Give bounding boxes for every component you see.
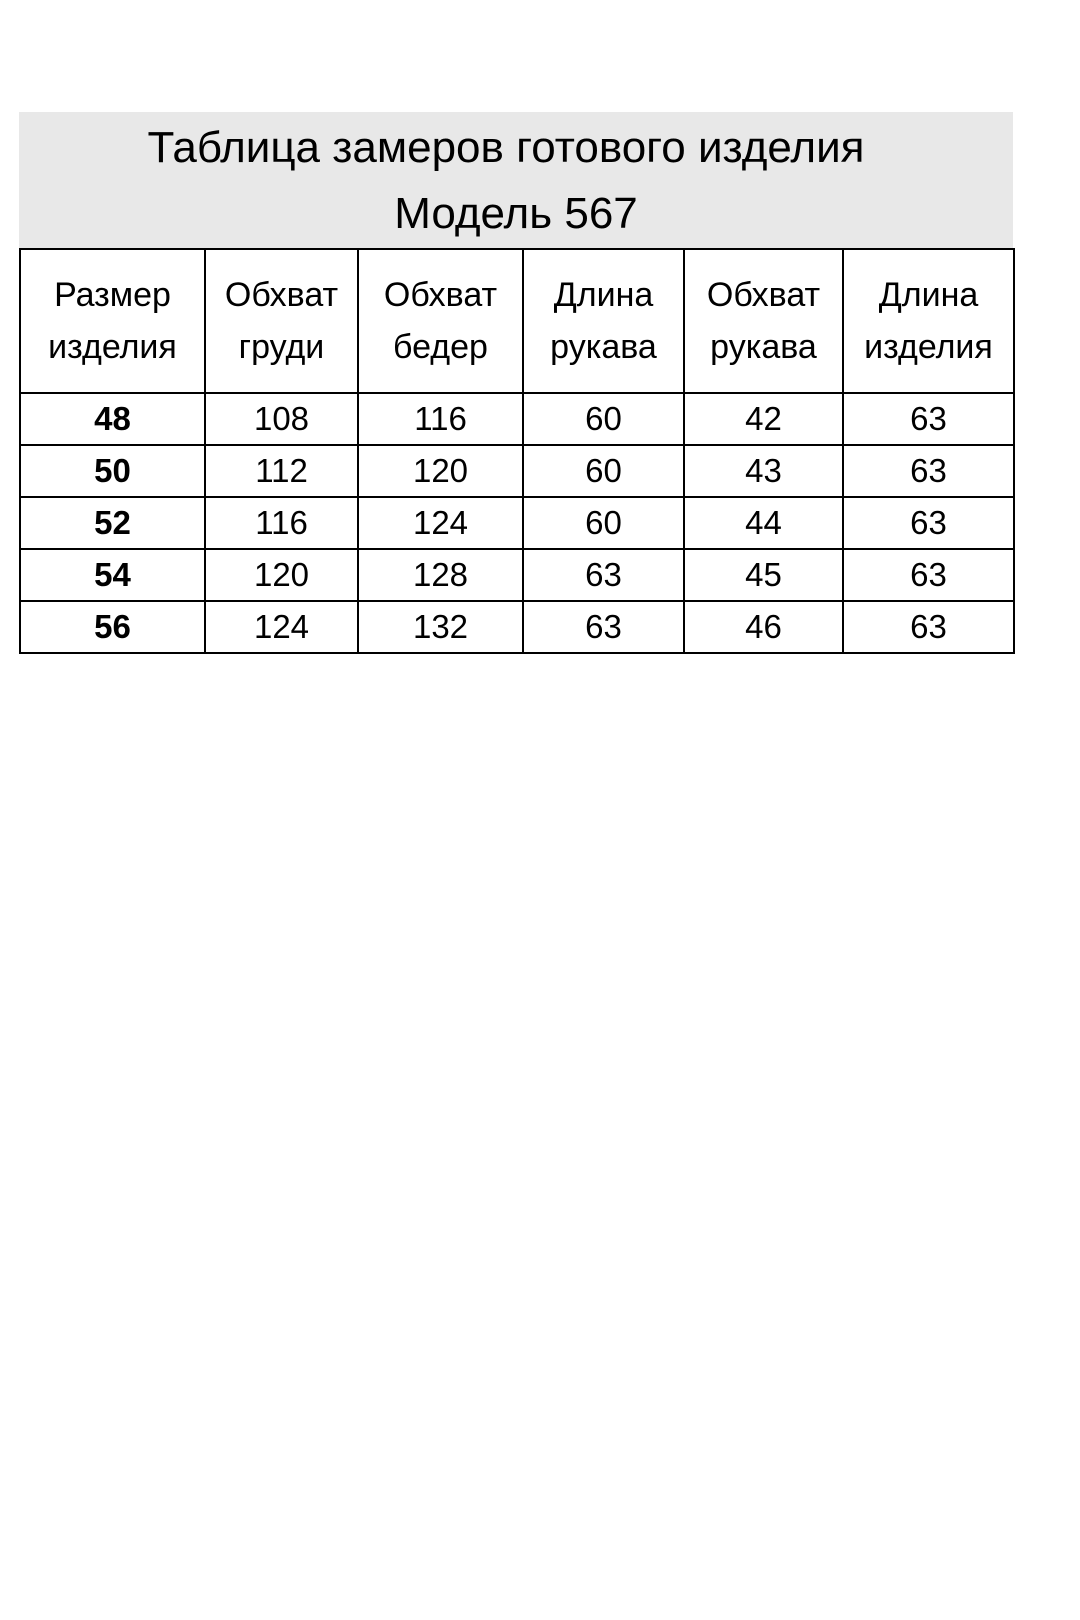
table-cell: 112 bbox=[205, 445, 358, 497]
table-row bbox=[20, 445, 1014, 497]
table-cell: 120 bbox=[205, 549, 358, 601]
table-cell: 124 bbox=[205, 601, 358, 653]
column-header-line: рукава bbox=[710, 328, 817, 366]
table-cell: 116 bbox=[358, 393, 523, 445]
size-cell: 48 bbox=[20, 393, 205, 445]
table-cell: 63 bbox=[523, 549, 684, 601]
table-cell: 60 bbox=[523, 497, 684, 549]
table-cell: 124 bbox=[358, 497, 523, 549]
table-cell: 108 bbox=[205, 393, 358, 445]
table-title-banner bbox=[19, 112, 1013, 248]
table-cell: 45 bbox=[684, 549, 843, 601]
column-header-line: Обхват bbox=[383, 276, 498, 314]
table-cell: 46 bbox=[684, 601, 843, 653]
column-header-line: Размер bbox=[54, 276, 171, 314]
table-cell: 63 bbox=[843, 393, 1014, 445]
table-row bbox=[20, 497, 1014, 549]
model-name: Модель 567 bbox=[394, 189, 638, 238]
table-row bbox=[20, 393, 1014, 445]
table-cell: 128 bbox=[358, 549, 523, 601]
column-header-line: изделия bbox=[864, 328, 993, 366]
column-header-line: бедер bbox=[393, 328, 488, 366]
size-cell: 56 bbox=[20, 601, 205, 653]
table-row bbox=[20, 549, 1014, 601]
column-header-line: Обхват bbox=[224, 276, 339, 314]
column-header-product-length bbox=[843, 249, 1014, 393]
table-header-row bbox=[20, 249, 1014, 393]
column-header-sleeve-length bbox=[523, 249, 684, 393]
size-cell: 54 bbox=[20, 549, 205, 601]
column-header-line: изделия bbox=[48, 328, 177, 366]
table-cell: 63 bbox=[843, 549, 1014, 601]
table-cell: 63 bbox=[843, 445, 1014, 497]
table-cell: 63 bbox=[523, 601, 684, 653]
size-cell: 50 bbox=[20, 445, 205, 497]
table-cell: 63 bbox=[843, 601, 1014, 653]
column-header-hips bbox=[358, 249, 523, 393]
table-cell: 120 bbox=[358, 445, 523, 497]
table-cell: 116 bbox=[205, 497, 358, 549]
table-cell: 43 bbox=[684, 445, 843, 497]
table-cell: 42 bbox=[684, 393, 843, 445]
column-header-chest bbox=[205, 249, 358, 393]
table-cell: 60 bbox=[523, 393, 684, 445]
column-header-line: Длина bbox=[878, 276, 979, 314]
table-cell: 44 bbox=[684, 497, 843, 549]
size-measurements-table bbox=[19, 248, 1015, 654]
table-cell: 63 bbox=[843, 497, 1014, 549]
table-title: Таблица замеров готового изделия bbox=[147, 123, 865, 172]
column-header-line: Обхват bbox=[706, 276, 821, 314]
column-header-sleeve-girth bbox=[684, 249, 843, 393]
table-row bbox=[20, 601, 1014, 653]
column-header-line: груди bbox=[238, 328, 325, 366]
column-header-line: рукава bbox=[550, 328, 657, 366]
size-cell: 52 bbox=[20, 497, 205, 549]
table-cell: 60 bbox=[523, 445, 684, 497]
table-cell: 132 bbox=[358, 601, 523, 653]
column-header-line: Длина bbox=[553, 276, 654, 314]
column-header-size bbox=[20, 249, 205, 393]
